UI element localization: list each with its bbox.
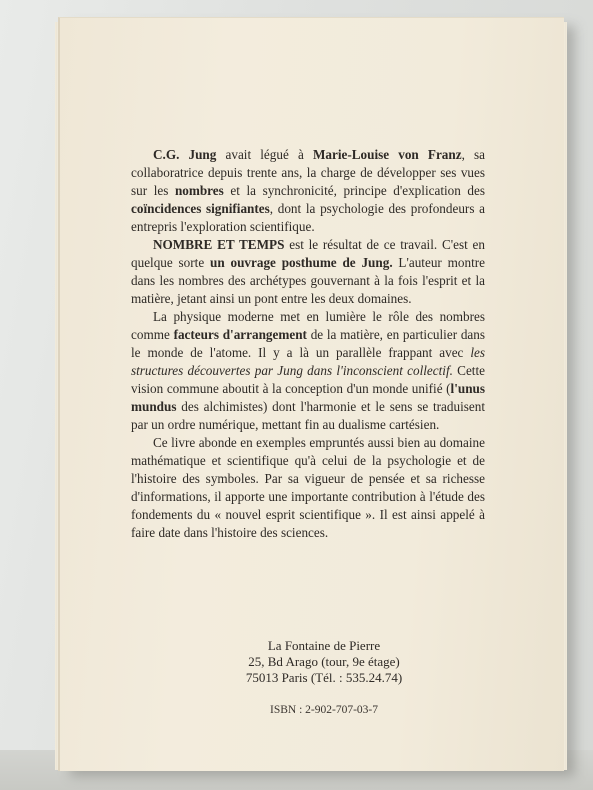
italic-phrase: les structures découvertes par Jung dans l'inconscient collectif. <box>131 345 485 378</box>
blurb-text-run: Cette vision commune aboutit à la conception d'un monde unifié ( <box>131 363 485 396</box>
blurb-text-run: Ce livre abonde en exemples empruntés aussi bien au domaine mathématique et scientifique qu'à celui de la psychologie et de l'histoire des symboles. Par sa vigueur de pensée et sa richesse d'informations, il apporte une importante contribution à l'étude des fondements du « nouvel esprit scientifique ». Il est ainsi appelé à faire date dans l'histoire des sciences. <box>131 435 485 540</box>
collaborator-name: Marie-Louise von Franz <box>312 147 462 162</box>
publisher-address: 25, Bd Arago (tour, 9e étage) <box>248 654 400 669</box>
keyword: l'unus mundus <box>131 381 485 414</box>
blurb-text-run: , sa collaboratrice depuis trente ans, la charge de développer ses vues sur les <box>131 147 486 198</box>
blurb-paragraph-3 <box>131 308 485 434</box>
blurb-text-run: L'auteur montre dans les nombres des archétypes gouvernant à la fois l'esprit et la matière, jetant ainsi un pont entre les deux domaines. <box>131 255 485 306</box>
blurb-text-run: , dont la psychologie des profondeurs a entrepris l'exploration scientifique. <box>131 201 485 234</box>
blurb-text-run: de la matière, en particulier dans le monde de l'atome. Il y a là un parallèle frappant avec <box>131 327 485 360</box>
blurb-text-run: est le résultat de ce travail. C'est en quelque sorte <box>131 237 485 270</box>
publisher-imprint <box>224 638 424 686</box>
author-name: C.G. Jung <box>153 147 217 162</box>
keyword: un ouvrage posthume de Jung. <box>210 255 393 270</box>
publisher-name: La Fontaine de Pierre <box>267 638 381 653</box>
blurb-paragraph-2 <box>131 236 485 308</box>
blurb-paragraph-4 <box>131 434 485 542</box>
blurb-paragraph-1 <box>131 146 485 236</box>
blurb-text <box>131 146 485 542</box>
keyword: facteurs d'arrangement <box>173 327 307 342</box>
isbn-number: ISBN : 2-902-707-03-7 <box>270 704 378 716</box>
keyword: coïncidences signifiantes <box>131 201 270 216</box>
blurb-text-run: et la synchronicité, principe d'explication des <box>223 183 485 198</box>
blurb-text-run: La physique moderne met en lumière le rôle des nombres comme <box>131 309 485 342</box>
keyword: nombres <box>174 183 224 198</box>
blurb-text-run: des alchimistes) dont l'harmonie et le sens se traduisent par un ordre numérique, mettant fin au dualisme cartésien. <box>131 399 485 432</box>
book-title: NOMBRE ET TEMPS <box>153 237 285 252</box>
publisher-city: 75013 Paris (Tél. : 535.24.74) <box>245 670 403 685</box>
blurb-text-run: avait légué à <box>216 147 313 162</box>
